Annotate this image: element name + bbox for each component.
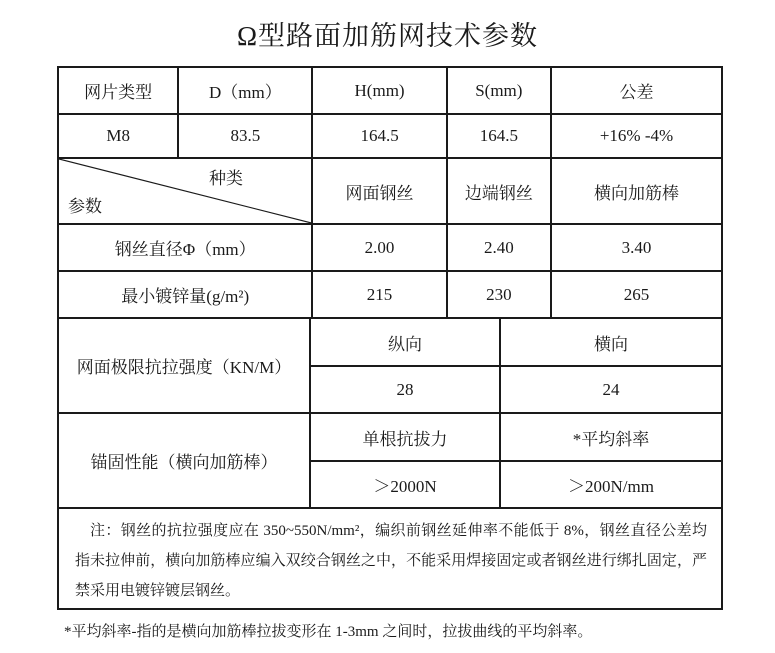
spec-s-value: 164.5: [448, 115, 552, 159]
header-mesh-wire: 网面钢丝: [313, 159, 447, 225]
header-mesh-type: 网片类型: [59, 68, 179, 115]
average-slope-header: *平均斜率: [501, 414, 721, 462]
spec-row: [59, 115, 721, 159]
diagonal-label-kind: 种类: [209, 169, 243, 188]
diagonal-header-cell: [59, 159, 313, 225]
header-s-mm: S(mm): [448, 68, 552, 115]
spec-d-value: 83.5: [179, 115, 313, 159]
tensile-transverse-header: 横向: [501, 319, 721, 367]
table-note: 注：钢丝的抗拉强度应在 350~550N/mm²，编织前钢丝延伸率不能低于 8%，钢丝直径公差均指未拉伸前，横向加筋棒应编入双绞合钢丝之中，不能采用焊接固定或者钢丝进行绑扎固定，严禁采用电镀锌镀层钢丝。: [75, 523, 707, 599]
header-edge-wire: 边端钢丝: [448, 159, 552, 225]
tensile-strength-section: [59, 319, 721, 414]
spec-tolerance-value: +16% -4%: [552, 115, 721, 159]
wire-diameter-row: [59, 225, 721, 272]
wire-diameter-bar: 3.40: [552, 225, 721, 272]
header-transverse-bar: 横向加筋棒: [552, 159, 721, 225]
zinc-coating-label: 最小镀锌量(g/m²): [59, 272, 313, 319]
tensile-transverse-value: 24: [501, 367, 721, 414]
page-title: Ω型路面加筋网技术参数: [236, 21, 539, 51]
spec-h-value: 164.5: [313, 115, 447, 159]
tensile-longitudinal-header: 纵向: [311, 319, 501, 367]
pullout-force-value: ＞2000N: [311, 462, 501, 509]
average-slope-value: ＞200N/mm: [501, 462, 721, 509]
spec-mesh-type: M8: [59, 115, 179, 159]
technical-parameters-table: [57, 66, 723, 610]
table-header-row: [59, 68, 721, 115]
diagonal-label-parameter: 参数: [68, 197, 102, 216]
tensile-longitudinal-value: 28: [311, 367, 501, 414]
zinc-coating-mesh: 215: [313, 272, 447, 319]
zinc-coating-bar: 265: [552, 272, 721, 319]
anchoring-performance-section: [59, 414, 721, 509]
footnote-average-slope: *平均斜率-指的是横向加筋棒拉拔变形在 1-3mm 之间时，拉拔曲线的平均斜率。: [64, 624, 593, 640]
anchoring-performance-label: 锚固性能（横向加筋棒）: [59, 414, 311, 509]
wire-diameter-edge: 2.40: [448, 225, 552, 272]
zinc-coating-edge: 230: [448, 272, 552, 319]
header-tolerance: 公差: [552, 68, 721, 115]
tensile-strength-label: 网面极限抗拉强度（KN/M）: [59, 319, 311, 414]
note-row: [59, 509, 721, 608]
pullout-force-header: 单根抗拔力: [311, 414, 501, 462]
wire-diameter-mesh: 2.00: [313, 225, 447, 272]
header-d-mm: D（mm）: [179, 68, 313, 115]
wire-diameter-label: 钢丝直径Φ（mm）: [59, 225, 313, 272]
zinc-coating-row: [59, 272, 721, 319]
wire-type-header-row: [59, 159, 721, 225]
header-h-mm: H(mm): [313, 68, 447, 115]
